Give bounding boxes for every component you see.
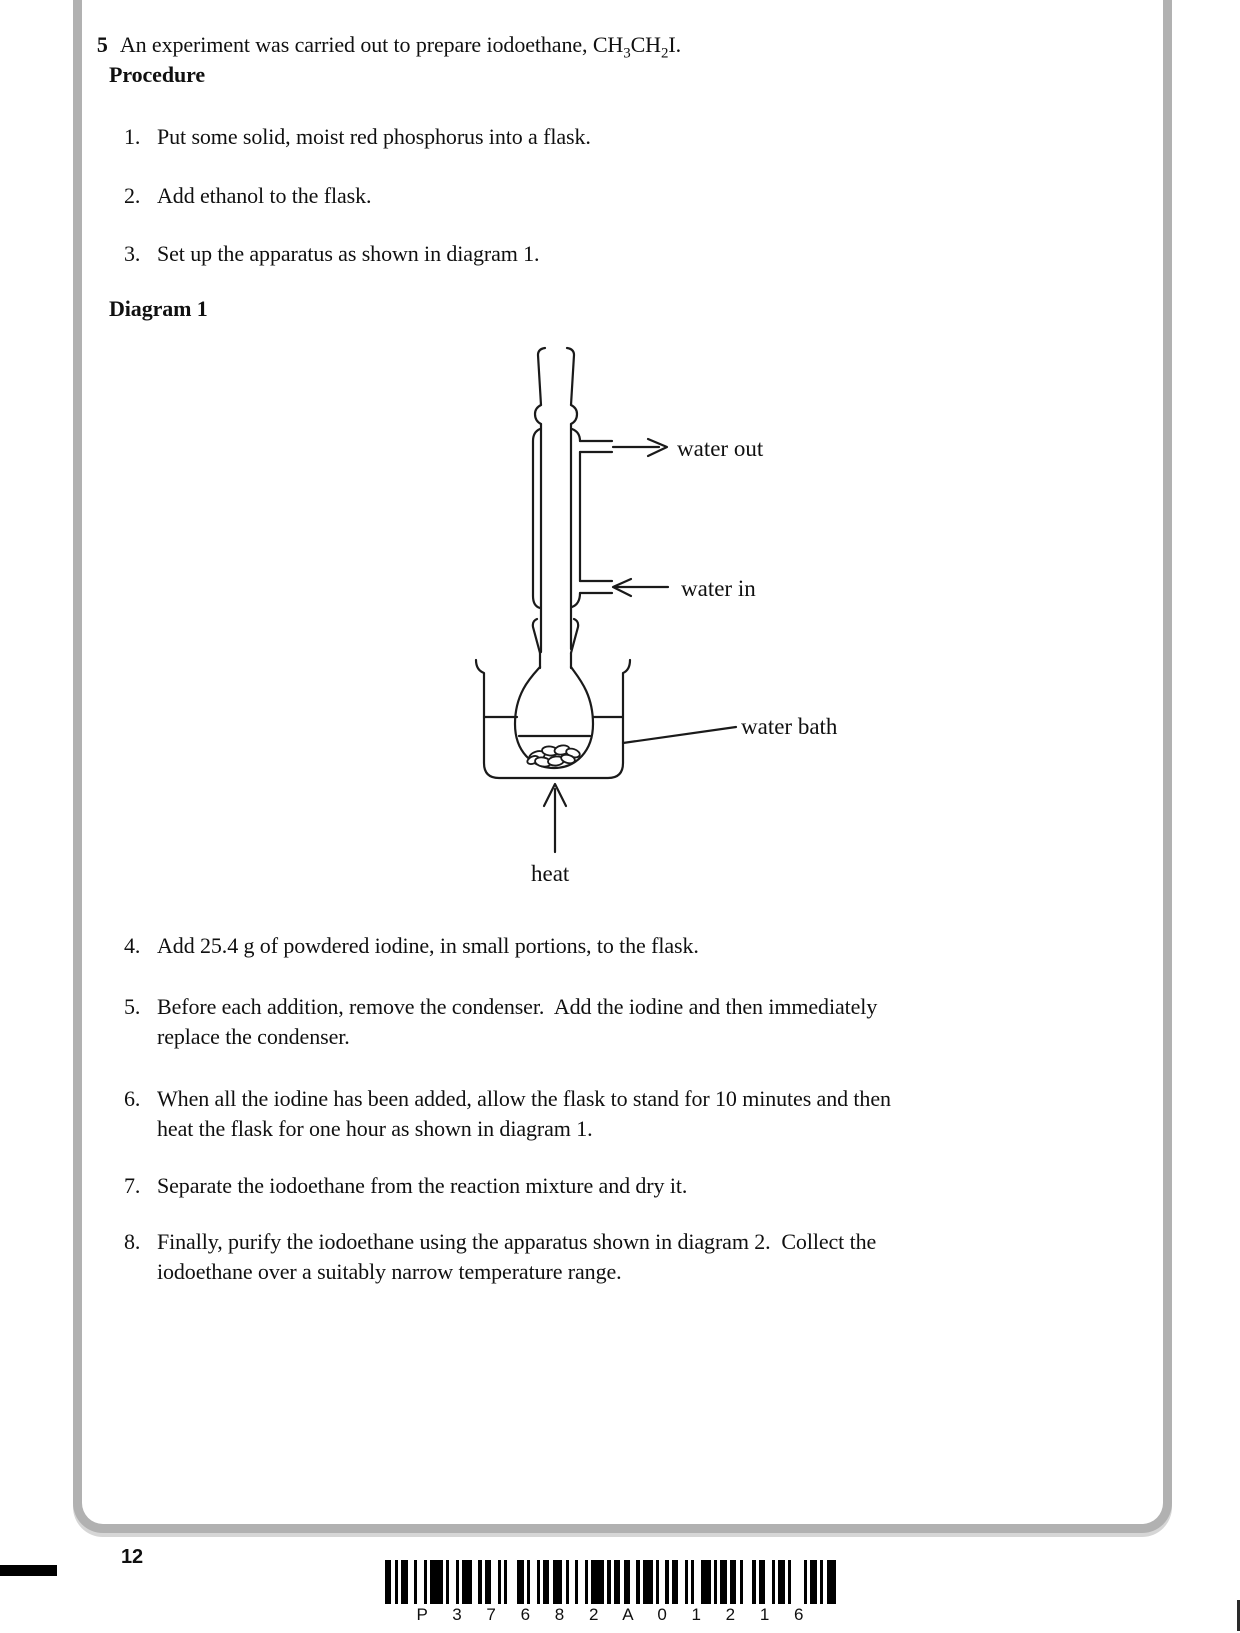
step-number: 4. <box>124 933 141 958</box>
step-line: replace the condenser. <box>157 1024 350 1049</box>
step-line: Finally, purify the iodoethane using the apparatus shown in diagram 2. Collect the <box>157 1229 877 1254</box>
water-bath-label: water bath <box>741 714 838 739</box>
step-number: 6. <box>124 1086 141 1111</box>
step-line: Add ethanol to the flask. <box>157 183 372 208</box>
step-line: Put some solid, moist red phosphorus into a flask. <box>157 124 591 149</box>
step-item-4 <box>124 931 1104 961</box>
step-line: iodoethane over a suitably narrow temperature range. <box>157 1259 622 1284</box>
page-number: 12 <box>121 1546 144 1568</box>
barcode-bars <box>385 1560 837 1604</box>
step-number: 3. <box>124 241 141 266</box>
step-item-5 <box>124 992 1104 1052</box>
formula-ch2: CH <box>630 32 661 57</box>
step-number: 1. <box>124 124 141 149</box>
step-line: Add 25.4 g of powdered iodine, in small portions, to the flask. <box>157 933 699 958</box>
barcode <box>385 1560 837 1625</box>
question-number: 5 <box>96 32 108 57</box>
water-out-arrow <box>613 439 667 456</box>
step-item-8 <box>124 1227 1104 1287</box>
step-number: 2. <box>124 183 141 208</box>
step-item-7 <box>124 1171 1104 1201</box>
step-number: 7. <box>124 1173 141 1198</box>
heat-arrow <box>544 784 566 852</box>
condenser-inner-tube <box>535 348 577 652</box>
water-out-pipe <box>580 441 612 452</box>
formula-sub-2: 2 <box>660 45 669 62</box>
question-intro <box>86 6 681 62</box>
water-in-label: water in <box>681 576 756 601</box>
step-line: Separate the iodoethane from the reaction mixture and dry it. <box>157 1173 688 1198</box>
diagram-heading: Diagram 1 <box>109 296 208 321</box>
barcode-text: P 3 7 6 8 2 A 0 1 2 1 6 <box>385 1605 837 1625</box>
step-line: heat the flask for one hour as shown in diagram 1. <box>157 1116 593 1141</box>
step-line: When all the iodine has been added, allow the flask to stand for 10 minutes and then <box>157 1086 891 1111</box>
water-bath-pointer-line <box>623 727 736 743</box>
step-item-3 <box>124 239 1104 269</box>
step-number: 5. <box>124 994 141 1019</box>
water-out-label: water out <box>677 436 764 461</box>
step-number: 8. <box>124 1229 141 1254</box>
water-in-pipe <box>580 581 612 593</box>
step-item-1 <box>124 122 1104 152</box>
step-item-2 <box>124 181 1104 211</box>
heat-label: heat <box>531 861 570 886</box>
step-item-6 <box>124 1084 1104 1144</box>
question-intro-text: An experiment was carried out to prepare iodoethane, <box>119 32 593 57</box>
apparatus-diagram <box>430 340 880 890</box>
formula-sub-3: 3 <box>623 45 631 62</box>
formula-i: I. <box>668 32 681 57</box>
flask-neck <box>540 653 571 668</box>
water-in-arrow <box>613 579 668 596</box>
procedure-heading: Procedure <box>109 62 206 87</box>
print-registration-mark <box>0 1565 57 1576</box>
step-line: Set up the apparatus as shown in diagram 1. <box>157 241 540 266</box>
formula-ch: CH <box>592 32 624 57</box>
step-line: Before each addition, remove the condenser. Add the iodine and then immediately <box>157 994 878 1019</box>
